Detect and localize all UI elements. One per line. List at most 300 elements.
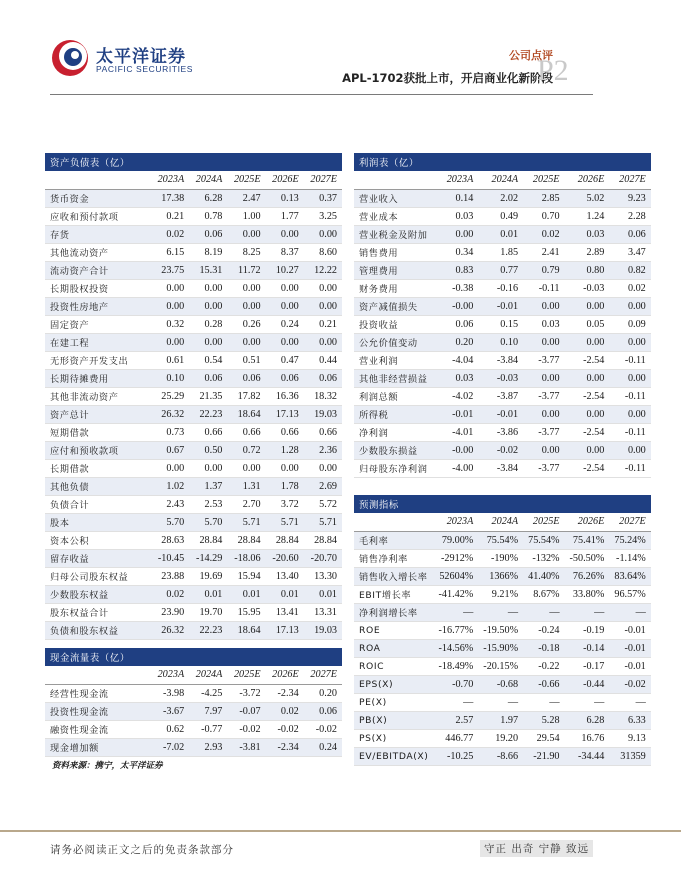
row-label: 营业利润	[354, 351, 433, 369]
row-value: 0.44	[304, 351, 342, 369]
table-row	[45, 207, 342, 225]
cash-flow-title: 现金流量表（亿）	[45, 648, 342, 666]
row-value: 0.82	[609, 261, 650, 279]
row-label: 销售收入增长率	[354, 567, 433, 585]
row-label: ROIC	[354, 657, 433, 675]
table-row	[45, 351, 342, 369]
row-value: 0.70	[523, 207, 564, 225]
row-value: 0.24	[304, 738, 342, 756]
column-header: 2025E	[227, 171, 265, 189]
row-value: 28.84	[266, 531, 304, 549]
column-header: 2025E	[227, 666, 265, 684]
table-row	[45, 387, 342, 405]
row-value: 0.00	[565, 369, 610, 387]
row-value: —	[609, 693, 650, 711]
row-label: 短期借款	[45, 423, 151, 441]
row-value: 0.06	[433, 315, 478, 333]
row-label: 投资收益	[354, 315, 433, 333]
column-header: 2023A	[433, 513, 478, 531]
row-value: 446.77	[433, 729, 478, 747]
row-value: 0.03	[433, 207, 478, 225]
table-row	[45, 621, 342, 639]
row-label: 净利润	[354, 423, 433, 441]
row-value: -0.11	[523, 279, 564, 297]
table-row	[45, 549, 342, 567]
row-value: 9.23	[609, 189, 650, 207]
row-value: -10.45	[151, 549, 189, 567]
table-row	[354, 657, 651, 675]
row-value: 3.47	[609, 243, 650, 261]
row-value: -0.11	[609, 351, 650, 369]
row-value: -190%	[478, 549, 523, 567]
table-row	[354, 459, 651, 477]
row-value: 0.00	[151, 279, 189, 297]
row-label: 长期股权投资	[45, 279, 151, 297]
table-row	[354, 567, 651, 585]
row-value: 15.94	[227, 567, 265, 585]
row-value: -4.02	[433, 387, 478, 405]
row-value: 0.00	[266, 297, 304, 315]
table-row	[354, 711, 651, 729]
column-header: 2027E	[609, 171, 650, 189]
row-value: -0.07	[227, 702, 265, 720]
table-row	[45, 279, 342, 297]
column-header: 2023A	[151, 171, 189, 189]
row-label: 销售净利率	[354, 549, 433, 567]
row-label: PE(X)	[354, 693, 433, 711]
row-label: 投资性房地产	[45, 297, 151, 315]
row-value: 0.00	[523, 369, 564, 387]
row-label: 资产减值损失	[354, 297, 433, 315]
row-value: 2.89	[565, 243, 610, 261]
column-header-blank	[354, 171, 433, 189]
row-value: 0.20	[433, 333, 478, 351]
row-value: 0.06	[227, 369, 265, 387]
column-header-row	[354, 513, 651, 531]
row-label: 资产总计	[45, 405, 151, 423]
row-label: 长期待摊费用	[45, 369, 151, 387]
row-value: 0.83	[433, 261, 478, 279]
row-value: 15.31	[189, 261, 227, 279]
column-header: 2026E	[565, 513, 610, 531]
row-value: -0.17	[565, 657, 610, 675]
row-value: 0.00	[266, 333, 304, 351]
column-header: 2027E	[304, 666, 342, 684]
table-row	[45, 261, 342, 279]
row-value: 18.32	[304, 387, 342, 405]
row-value: -34.44	[565, 747, 610, 765]
row-label: 在建工程	[45, 333, 151, 351]
column-header-blank	[45, 666, 151, 684]
table-row	[354, 729, 651, 747]
row-value: 2.47	[227, 189, 265, 207]
row-value: 6.28	[565, 711, 610, 729]
row-value: 0.21	[304, 315, 342, 333]
table-row	[45, 495, 342, 513]
row-value: 8.67%	[523, 585, 564, 603]
row-label: 财务费用	[354, 279, 433, 297]
row-value: 1366%	[478, 567, 523, 585]
column-header: 2026E	[266, 666, 304, 684]
table-row	[354, 387, 651, 405]
footer-disclaimer: 请务必阅读正文之后的免责条款部分	[50, 844, 234, 856]
header-divider	[50, 94, 593, 95]
row-value: 0.00	[227, 459, 265, 477]
column-header: 2026E	[565, 171, 610, 189]
row-value: 0.28	[189, 315, 227, 333]
row-label: 无形资产开发支出	[45, 351, 151, 369]
row-value: 0.79	[523, 261, 564, 279]
row-value: -0.66	[523, 675, 564, 693]
row-value: -0.00	[433, 441, 478, 459]
row-value: 15.95	[227, 603, 265, 621]
row-value: 0.10	[151, 369, 189, 387]
row-value: 5.71	[227, 513, 265, 531]
row-value: 0.06	[189, 225, 227, 243]
row-value: -3.86	[478, 423, 523, 441]
row-label: 管理费用	[354, 261, 433, 279]
row-value: 1.00	[227, 207, 265, 225]
row-value: 23.75	[151, 261, 189, 279]
report-section-label: 公司点评	[509, 49, 553, 62]
row-label: 固定资产	[45, 315, 151, 333]
row-value: 25.29	[151, 387, 189, 405]
row-value: 5.71	[266, 513, 304, 531]
row-value: 0.00	[565, 441, 610, 459]
row-label: 负债合计	[45, 495, 151, 513]
table-row	[45, 585, 342, 603]
balance-sheet-table	[45, 153, 342, 640]
row-value: 3.25	[304, 207, 342, 225]
row-value: 75.54%	[523, 531, 564, 549]
column-header: 2023A	[433, 171, 478, 189]
row-value: -0.70	[433, 675, 478, 693]
table-row	[354, 207, 651, 225]
row-value: 0.00	[189, 297, 227, 315]
row-value: -2.54	[565, 387, 610, 405]
row-value: 21.35	[189, 387, 227, 405]
row-value: 13.40	[266, 567, 304, 585]
row-label: 留存收益	[45, 549, 151, 567]
table-row	[45, 459, 342, 477]
row-label: 销售费用	[354, 243, 433, 261]
row-value: 33.80%	[565, 585, 610, 603]
row-value: 0.00	[609, 297, 650, 315]
table-row	[354, 243, 651, 261]
row-value: -3.84	[478, 459, 523, 477]
row-value: 0.02	[151, 225, 189, 243]
row-value: 0.00	[151, 297, 189, 315]
row-value: 5.70	[151, 513, 189, 531]
row-value: 18.64	[227, 621, 265, 639]
row-value: 0.02	[523, 225, 564, 243]
row-value: 0.03	[565, 225, 610, 243]
row-value: 0.00	[523, 441, 564, 459]
row-value: 23.88	[151, 567, 189, 585]
row-value: -0.16	[478, 279, 523, 297]
row-label: 融资性现金流	[45, 720, 151, 738]
table-title-row	[354, 495, 651, 513]
row-value: —	[478, 603, 523, 621]
row-value: 16.76	[565, 729, 610, 747]
row-value: 0.00	[266, 459, 304, 477]
row-value: 13.31	[304, 603, 342, 621]
row-value: 0.49	[478, 207, 523, 225]
row-value: 0.37	[304, 189, 342, 207]
row-value: 5.02	[565, 189, 610, 207]
row-value: 5.28	[523, 711, 564, 729]
table-row	[45, 441, 342, 459]
row-value: -0.24	[523, 621, 564, 639]
row-value: -0.68	[478, 675, 523, 693]
row-value: 23.90	[151, 603, 189, 621]
table-row	[45, 369, 342, 387]
row-value: 0.67	[151, 441, 189, 459]
logo-text-cn: 太平洋证券	[96, 47, 186, 67]
row-label: PB(X)	[354, 711, 433, 729]
table-row	[45, 702, 342, 720]
table-row	[45, 423, 342, 441]
row-value: -18.06	[227, 549, 265, 567]
column-header: 2027E	[304, 171, 342, 189]
row-value: 31359	[609, 747, 650, 765]
row-value: 75.54%	[478, 531, 523, 549]
table-row	[45, 738, 342, 756]
row-value: -15.90%	[478, 639, 523, 657]
row-label: ROA	[354, 639, 433, 657]
row-value: —	[433, 603, 478, 621]
row-value: 41.40%	[523, 567, 564, 585]
balance-sheet-title: 资产负债表（亿）	[45, 153, 342, 171]
row-label: 资本公积	[45, 531, 151, 549]
column-header: 2024A	[189, 666, 227, 684]
row-value: 0.05	[565, 315, 610, 333]
row-value: 1.02	[151, 477, 189, 495]
table-row	[354, 675, 651, 693]
row-value: -0.02	[478, 441, 523, 459]
table-title-row	[45, 648, 342, 666]
row-value: 0.00	[433, 225, 478, 243]
row-value: 19.03	[304, 405, 342, 423]
row-value: 18.64	[227, 405, 265, 423]
row-value: 8.37	[266, 243, 304, 261]
row-value: 0.72	[227, 441, 265, 459]
row-value: -0.01	[478, 297, 523, 315]
row-value: -20.15%	[478, 657, 523, 675]
row-value: -0.14	[565, 639, 610, 657]
row-value: 0.02	[266, 702, 304, 720]
row-value: 0.00	[304, 333, 342, 351]
row-value: 2.70	[227, 495, 265, 513]
column-header-blank	[45, 171, 151, 189]
table-row	[45, 684, 342, 702]
row-value: -2.34	[266, 738, 304, 756]
table-row	[45, 333, 342, 351]
row-value: —	[565, 693, 610, 711]
row-label: 归母公司股东权益	[45, 567, 151, 585]
row-value: -0.01	[478, 405, 523, 423]
row-value: -1.14%	[609, 549, 650, 567]
row-value: 0.00	[609, 333, 650, 351]
row-value: -0.11	[609, 459, 650, 477]
row-label: 现金增加额	[45, 738, 151, 756]
row-value: -3.77	[523, 459, 564, 477]
row-value: -0.01	[433, 405, 478, 423]
row-value: 0.61	[151, 351, 189, 369]
row-label: 货币资金	[45, 189, 151, 207]
row-value: 0.00	[227, 333, 265, 351]
row-value: —	[609, 603, 650, 621]
row-value: 16.36	[266, 387, 304, 405]
row-value: 0.66	[266, 423, 304, 441]
column-header: 2024A	[189, 171, 227, 189]
row-label: 营业收入	[354, 189, 433, 207]
row-value: 1.78	[266, 477, 304, 495]
report-title: APL-1702获批上市，开启商业化新阶段	[342, 71, 553, 85]
row-value: 28.84	[227, 531, 265, 549]
row-value: 28.63	[151, 531, 189, 549]
row-value: 12.22	[304, 261, 342, 279]
row-value: 0.00	[266, 279, 304, 297]
row-value: -3.81	[227, 738, 265, 756]
table-row	[45, 225, 342, 243]
row-value: —	[433, 693, 478, 711]
row-value: 0.01	[266, 585, 304, 603]
cash-flow-table	[45, 648, 342, 757]
row-value: 1.85	[478, 243, 523, 261]
column-header: 2024A	[478, 513, 523, 531]
row-value: -2912%	[433, 549, 478, 567]
table-row	[354, 531, 651, 549]
row-value: 0.62	[151, 720, 189, 738]
row-value: 0.32	[151, 315, 189, 333]
row-label: 应付和预收款项	[45, 441, 151, 459]
row-value: 6.28	[189, 189, 227, 207]
table-row	[354, 585, 651, 603]
column-header: 2024A	[478, 171, 523, 189]
row-value: 9.13	[609, 729, 650, 747]
row-value: 0.24	[266, 315, 304, 333]
row-value: -4.01	[433, 423, 478, 441]
table-row	[354, 369, 651, 387]
row-value: 13.41	[266, 603, 304, 621]
table-row	[354, 297, 651, 315]
row-value: 28.84	[189, 531, 227, 549]
row-value: 0.13	[266, 189, 304, 207]
row-value: 10.27	[266, 261, 304, 279]
row-value: -2.34	[266, 684, 304, 702]
row-label: 营业成本	[354, 207, 433, 225]
row-label: 营业税金及附加	[354, 225, 433, 243]
table-row	[354, 279, 651, 297]
row-value: -20.70	[304, 549, 342, 567]
income-statement-table	[354, 153, 651, 766]
row-value: 0.01	[304, 585, 342, 603]
row-value: 2.36	[304, 441, 342, 459]
row-value: -3.87	[478, 387, 523, 405]
income-statement-title: 利润表（亿）	[354, 153, 651, 171]
row-value: -2.54	[565, 459, 610, 477]
row-value: 1.24	[565, 207, 610, 225]
row-value: 1.97	[478, 711, 523, 729]
row-value: 17.13	[266, 405, 304, 423]
row-value: -50.50%	[565, 549, 610, 567]
row-value: -0.01	[609, 639, 650, 657]
column-header: 2027E	[609, 513, 650, 531]
row-value: -3.77	[523, 351, 564, 369]
row-value: 0.00	[565, 405, 610, 423]
row-value: -0.19	[565, 621, 610, 639]
table-row	[354, 639, 651, 657]
data-source-note: 资料来源：携宁，太平洋证券	[52, 761, 163, 771]
row-value: 96.57%	[609, 585, 650, 603]
row-value: 0.02	[151, 585, 189, 603]
row-value: 17.13	[266, 621, 304, 639]
row-value: 0.51	[227, 351, 265, 369]
row-value: 0.00	[565, 333, 610, 351]
table-row	[354, 549, 651, 567]
row-value: -0.02	[609, 675, 650, 693]
row-value: 0.78	[189, 207, 227, 225]
table-row	[45, 477, 342, 495]
row-value: -0.01	[609, 657, 650, 675]
row-value: 19.69	[189, 567, 227, 585]
row-value: 26.32	[151, 621, 189, 639]
row-value: -18.49%	[433, 657, 478, 675]
row-value: 0.15	[478, 315, 523, 333]
row-label: 其他非经营损益	[354, 369, 433, 387]
balance-sheet-body	[45, 153, 342, 639]
row-value: -3.77	[523, 387, 564, 405]
row-label: 归母股东净利润	[354, 459, 433, 477]
row-value: -0.44	[565, 675, 610, 693]
income-statement-body	[354, 153, 651, 765]
row-value: 5.71	[304, 513, 342, 531]
row-value: 0.14	[433, 189, 478, 207]
row-value: 0.34	[433, 243, 478, 261]
company-logo	[50, 38, 200, 88]
row-value: 8.19	[189, 243, 227, 261]
table-row	[354, 225, 651, 243]
row-value: 0.06	[304, 369, 342, 387]
row-value: 0.47	[266, 351, 304, 369]
row-value: 0.00	[565, 297, 610, 315]
row-label: 毛利率	[354, 531, 433, 549]
row-value: 2.69	[304, 477, 342, 495]
row-value: 1.37	[189, 477, 227, 495]
row-value: -0.03	[478, 369, 523, 387]
row-label: 少数股东损益	[354, 441, 433, 459]
row-value: 2.53	[189, 495, 227, 513]
row-value: 0.00	[304, 225, 342, 243]
row-value: -0.02	[304, 720, 342, 738]
row-value: 8.25	[227, 243, 265, 261]
row-value: 83.64%	[609, 567, 650, 585]
column-header: 2025E	[523, 513, 564, 531]
table-row	[45, 603, 342, 621]
row-value: 0.80	[565, 261, 610, 279]
forecast-indicators-title: 预测指标	[354, 495, 651, 513]
row-value: -0.38	[433, 279, 478, 297]
row-value: -4.25	[189, 684, 227, 702]
row-value: -0.11	[609, 423, 650, 441]
row-value: 26.32	[151, 405, 189, 423]
row-value: 0.00	[227, 225, 265, 243]
table-title-row	[354, 153, 651, 171]
row-value: -0.03	[565, 279, 610, 297]
row-value: 0.00	[304, 297, 342, 315]
footer-divider	[0, 830, 681, 832]
